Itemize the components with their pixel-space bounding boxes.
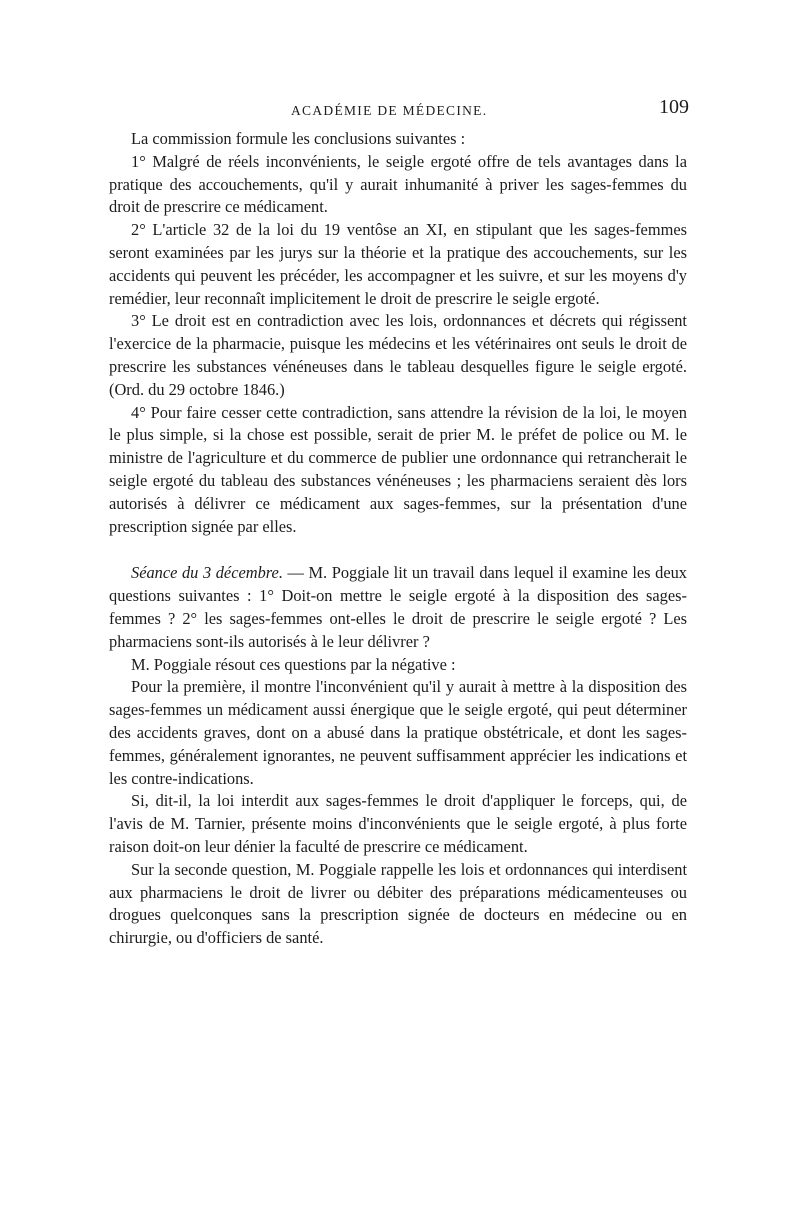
paragraph-conclusion-1: 1° Malgré de réels inconvénients, le seigle ergoté offre de tels avantages dans la pratique des accouchements, qu'il y aurait inhumanité à priver les sages-femmes du droit de prescrire ce médicament. — [109, 151, 687, 217]
paragraph-negative: M. Poggiale résout ces questions par la négative : — [131, 654, 456, 674]
running-title: ACADÉMIE DE MÉDECINE. — [291, 103, 488, 118]
paragraph-conclusion-3: 3° Le droit est en contradiction avec les lois, ordonnances et décrets qui régissent l'exercice de la pharmacie, puisque les médecins et les vétérinaires ont seuls le droit de prescrire les substances vénéneuses dans le tableau desquelles figure le seigle ergoté. (Ord. du 29 octobre 1846.) — [109, 311, 687, 399]
paragraph-seance — [109, 562, 687, 653]
paragraph-first-question: Pour la première, il montre l'inconvénient qu'il y aurait à mettre à la disposition des sages-femmes un médicament aussi énergique que le seigle ergoté, qui peut déterminer des accidents graves, dont on a abusé dans la pratique obstétricale, et dont les sages-femmes, généralement ignorantes, ne peuvent suffisamment apprécier les indications et les contre-indications. — [109, 677, 687, 788]
seance-text: — M. Poggiale lit un travail dans lequel il examine les deux questions suivantes : 1° Doit-on mettre le seigle ergoté à la disposition des sages-femmes ? 2° les sages-femmes ont-elles le droit de prescrire le seigle ergoté ? Les pharmaciens sont-ils autorisés à le leur délivrer ? — [109, 563, 687, 651]
paragraph-forceps: Si, dit-il, la loi interdit aux sages-femmes le droit d'appliquer le forceps, qui, de l'avis de M. Tarnier, présente moins d'inconvénients que le seigle ergoté, à plus forte raison doit-on leur dénier la faculté de prescrire ce médicament. — [109, 791, 687, 856]
paragraph-second-question: Sur la seconde question, M. Poggiale rappelle les lois et ordonnances qui interdisent aux pharmaciens le droit de livrer ou débiter des préparations médicamenteuses ou drogues quelconques sans la prescription signée de docteurs en médecine ou en chirurgie, ou d'officiers de santé. — [109, 859, 687, 948]
paragraph-conclusion-4: 4° Pour faire cesser cette contradiction, sans attendre la révision de la loi, le moyen le plus simple, si la chose est possible, serait de prier M. le préfet de police ou M. le ministre de l'agriculture et du commerce de publier une ordonnance qui retrancherait le seigle ergoté du tableau des substances vénéneuses ; les pharmaciens seraient dès lors autorisés à délivrer ce médicament aux sages-femmes, sur la présentation d'une prescription signée par elles. — [109, 402, 687, 536]
page-header — [109, 96, 687, 126]
paragraph-intro: La commission formule les conclusions suivantes : — [131, 129, 466, 148]
book-page — [109, 96, 687, 950]
page-number: 109 — [659, 96, 689, 118]
paragraph-conclusion-2: 2° L'article 32 de la loi du 19 ventôse an XI, en stipulant que les sages-femmes seront examinées par les jurys sur la théorie et la pratique des accouchements, sur les accidents qui peuvent les précéder, les accompagner et les suivre, et sur les moyens d'y remédier, leur reconnaît implicitement le droit de prescrire le seigle ergoté. — [109, 220, 687, 308]
seance-heading: Séance du 3 décembre. — [131, 563, 283, 583]
